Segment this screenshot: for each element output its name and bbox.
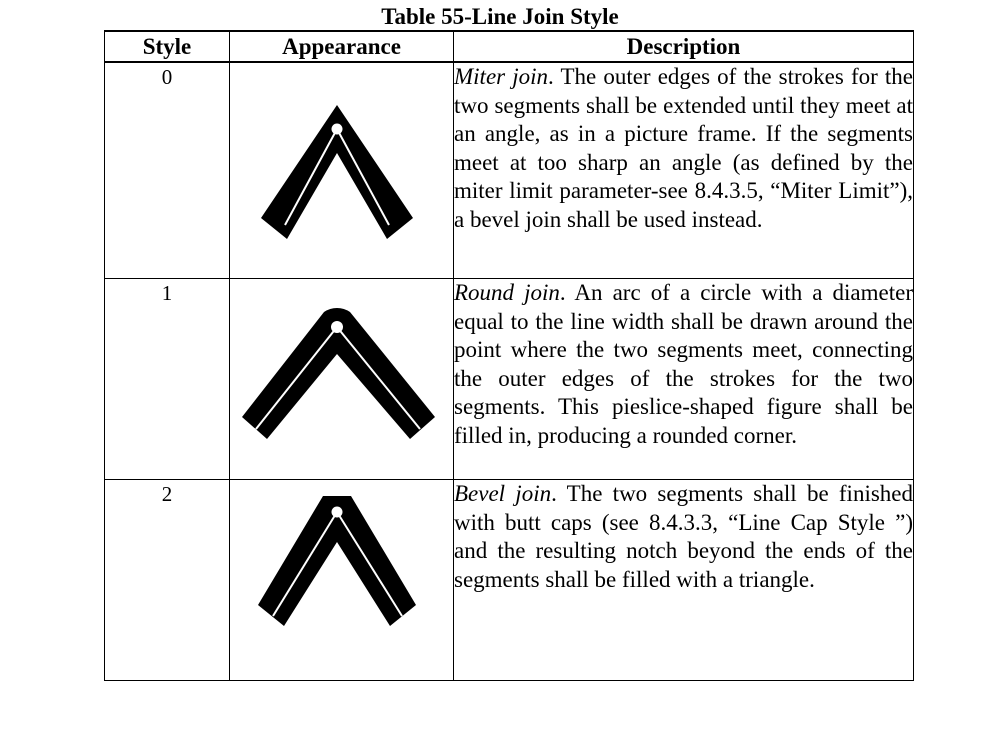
appearance-cell <box>230 480 454 681</box>
bevel-join-icon <box>230 480 454 680</box>
header-row <box>105 31 914 62</box>
style-value: 0 <box>105 62 230 279</box>
appearance-cell <box>230 62 454 279</box>
description-cell <box>454 279 914 480</box>
line-join-style-table <box>104 30 914 681</box>
style-value: 2 <box>105 480 230 681</box>
appearance-cell <box>230 279 454 480</box>
header-style: Style <box>105 31 230 62</box>
miter-join-icon <box>230 63 454 263</box>
join-name: Round join <box>454 280 560 305</box>
join-description: . An arc of a circle with a diameter equal to the line width shall be drawn around the point where the two segments meet, connecting the outer edges of the strokes for the two segments. This pieslice-shaped figure shall be filled in, producing a rounded corner. <box>454 280 913 448</box>
join-name: Bevel join <box>454 481 552 506</box>
table-caption: Table 55-Line Join Style <box>381 4 619 29</box>
description-cell <box>454 480 914 681</box>
style-value: 1 <box>105 279 230 480</box>
description-cell <box>454 62 914 279</box>
header-appearance: Appearance <box>230 31 454 62</box>
table-row <box>105 480 914 681</box>
round-join-icon <box>230 279 454 479</box>
header-description: Description <box>454 31 914 62</box>
table-row <box>105 62 914 279</box>
join-description: . The two segments shall be finished with butt caps (see 8.4.3.3, “Line Cap Style ”) and the resulting notch beyond the ends of the segments shall be filled with a triangle. <box>454 481 913 592</box>
join-description: . The outer edges of the strokes for the two segments shall be extended until they meet at an angle, as in a picture frame. If the segments meet at too sharp an angle (as defined by the miter limit parameter-see 8.4.3.5, “Miter Limit”), a bevel join shall be used instead. <box>454 64 913 232</box>
table-row <box>105 279 914 480</box>
join-name: Miter join <box>454 64 548 89</box>
